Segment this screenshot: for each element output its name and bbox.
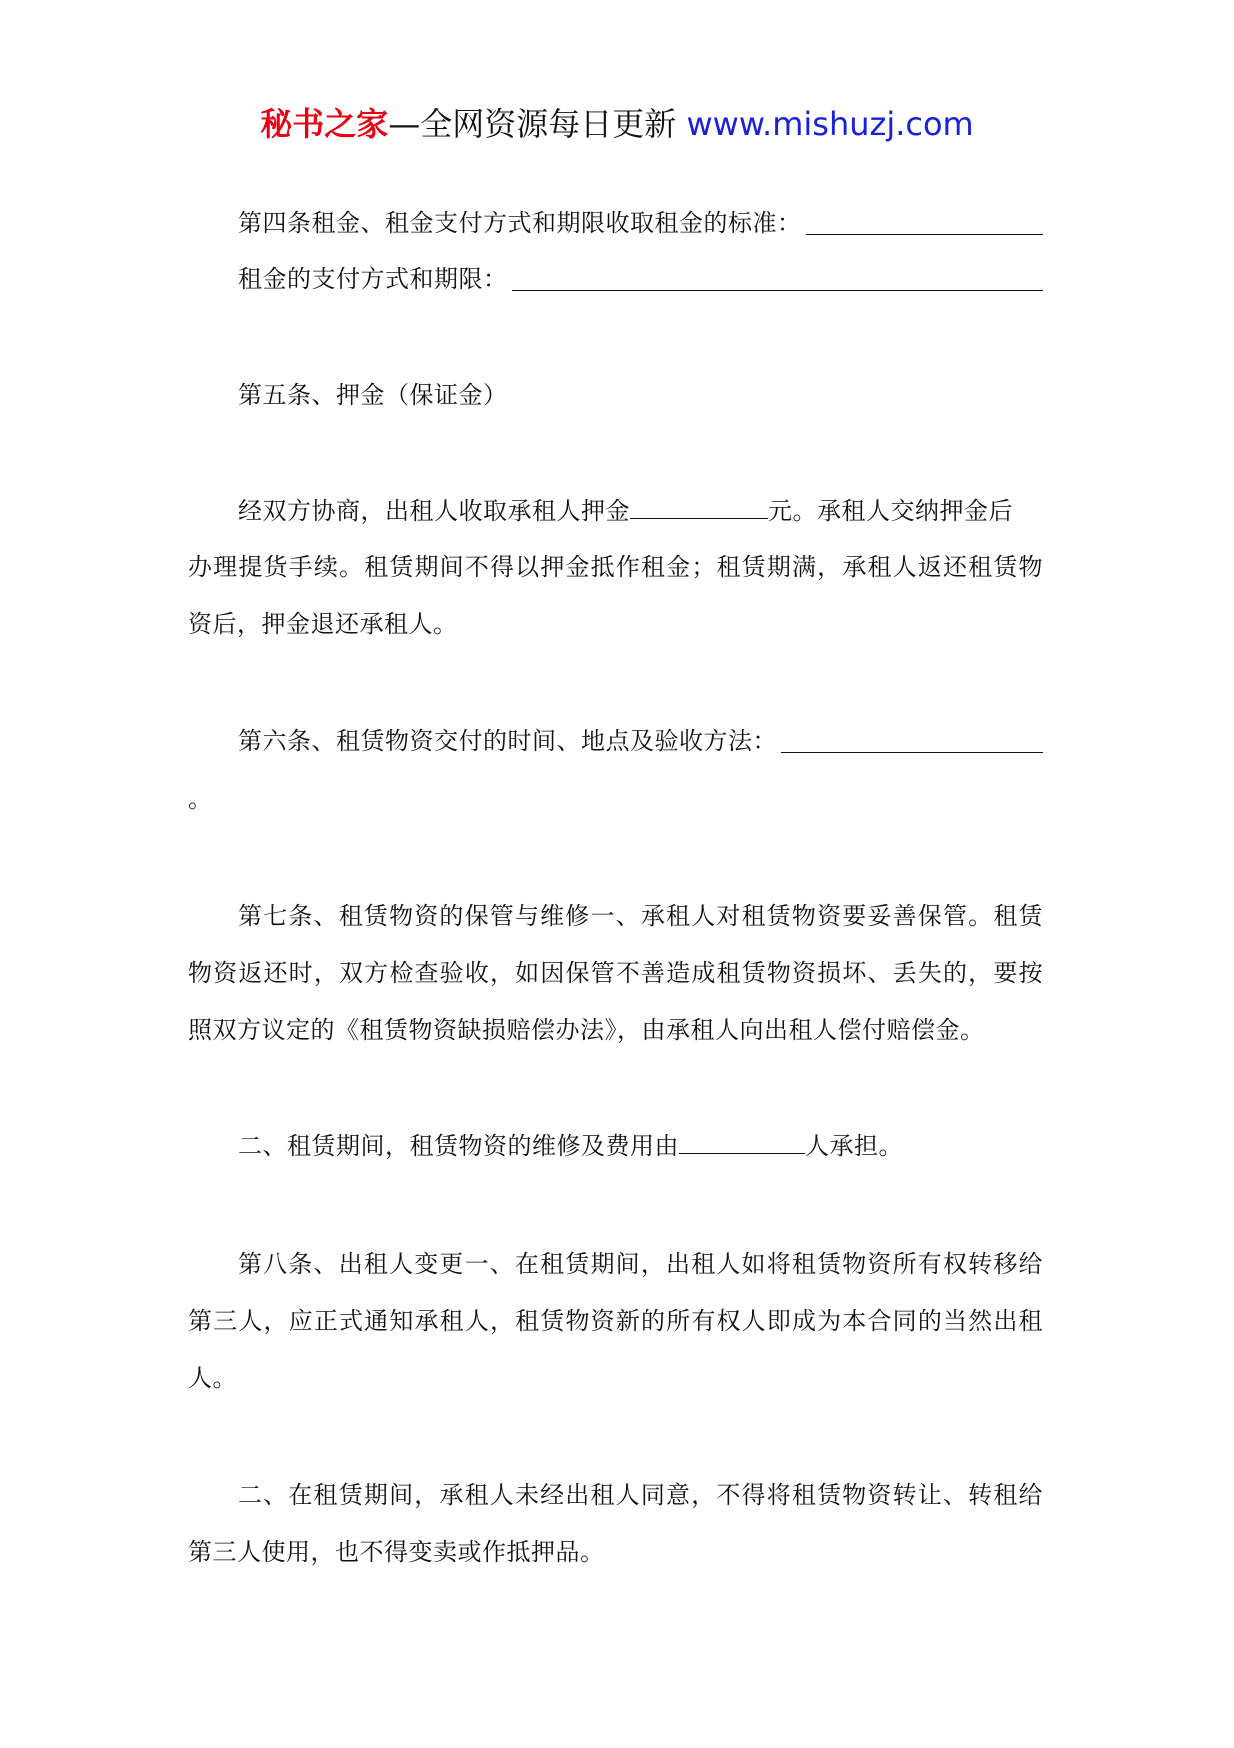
article7-line1: 第七条、租赁物资的保管与维修一、承租人对租赁物资要妥善保管。租赁 (238, 902, 1043, 930)
brand-name: 秘书之家 (260, 105, 389, 143)
site-url[interactable]: www.mishuzj.com (676, 105, 974, 143)
article4-line1-text: 第四条租金、租金支付方式和期限收取租金的标准： (238, 209, 802, 237)
delivery-method-blank[interactable] (781, 730, 1043, 753)
article5-title: 第五条、押金（保证金） (238, 381, 508, 409)
article7-line2: 物资返还时，双方检查验收，如因保管不善造成租赁物资损坏、丢失的，要按 (188, 959, 1043, 987)
site-header (0, 100, 1234, 148)
article8-line3: 人。 (188, 1364, 237, 1392)
article6-line1-text: 第六条、租赁物资交付的时间、地点及验收方法： (238, 727, 777, 755)
article4-payment-method (188, 259, 1043, 299)
article5-para-line2: 办理提货手续。租赁期间不得以押金抵作租金；租赁期满，承租人返还租赁物 (188, 553, 1043, 581)
article5-para-line1 (188, 491, 1043, 531)
article8-item2-line2: 第三人使用，也不得变卖或作抵押品。 (188, 1538, 605, 1566)
article8-line2: 第三人，应正式通知承租人，租赁物资新的所有权人即成为本合同的当然出租 (188, 1307, 1043, 1335)
article7-line3: 照双方议定的《租赁物资缺损赔偿办法》，由承租人向出租人偿付赔偿金。 (188, 1016, 985, 1044)
article7-item2 (188, 1126, 1043, 1166)
rent-standard-blank[interactable] (806, 212, 1044, 235)
article5-para-line3: 资后，押金退还承租人。 (188, 610, 458, 638)
header-slogan: —全网资源每日更新 (388, 105, 677, 143)
article5-deposit-after: 元。承租人交纳押金后 (768, 497, 1013, 525)
repair-party-blank[interactable] (679, 1131, 805, 1154)
article6-line2: 。 (188, 785, 213, 813)
article8-line1: 第八条、出租人变更一、在租赁期间，出租人如将租赁物资所有权转移给 (238, 1250, 1043, 1278)
deposit-amount-blank[interactable] (630, 496, 768, 519)
article5-deposit-text: 经双方协商，出租人收取承租人押金 (238, 497, 630, 525)
article8-item2-line1: 二、在租赁期间，承租人未经出租人同意，不得将租赁物资转让、转租给 (238, 1481, 1043, 1509)
payment-method-blank[interactable] (512, 268, 1044, 291)
article7-item2-after: 人承担。 (805, 1132, 903, 1160)
article6-delivery (188, 721, 1043, 761)
article4-rent-standard (188, 203, 1043, 243)
article4-line2-text: 租金的支付方式和期限： (238, 265, 508, 293)
article7-item2-text: 二、租赁期间，租赁物资的维修及费用由 (238, 1132, 679, 1160)
